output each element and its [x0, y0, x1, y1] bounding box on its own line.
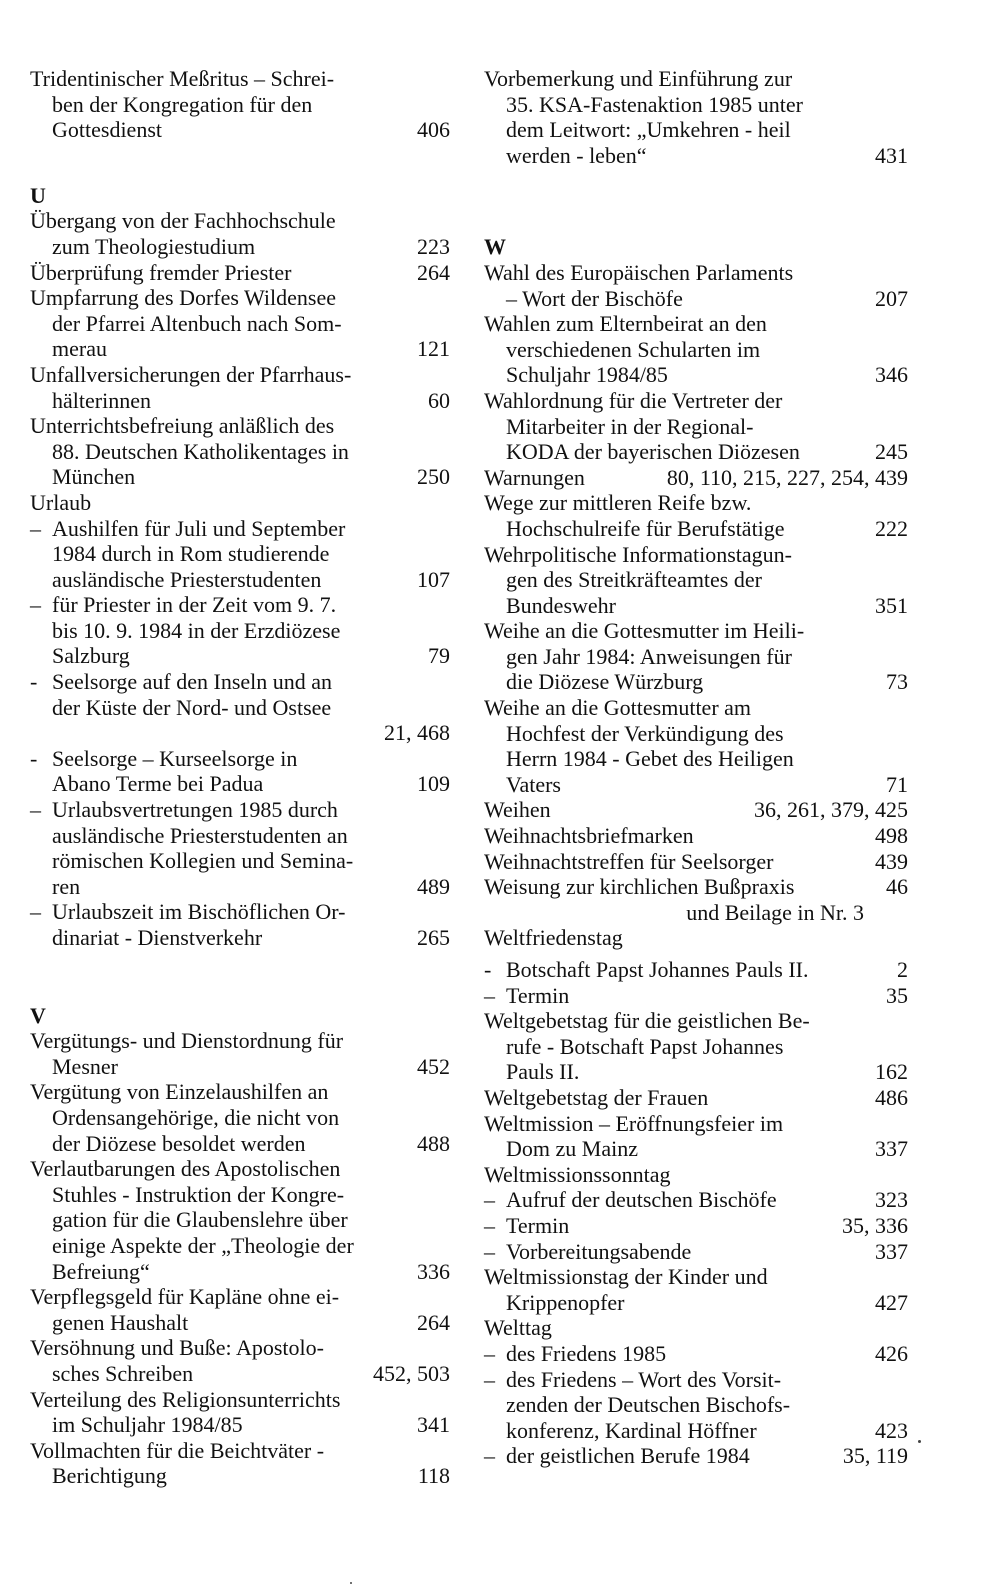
entry-text: Dom zu Mainz	[506, 1136, 638, 1162]
page-number: 73	[886, 669, 908, 695]
entry-text: – Wort der Bischöfe	[506, 285, 683, 311]
entry-text: Weisung zur kirchlichen Bußpraxis	[484, 874, 795, 900]
entry-text: zenden der Deutschen Bischofs-	[506, 1392, 791, 1418]
entry-text: Vergütung von Einzelaushilfen an	[30, 1079, 329, 1105]
page-number: 488	[417, 1130, 450, 1156]
entry-text: des Friedens 1985	[506, 1340, 667, 1366]
entry-text: der Diözese besoldet werden	[52, 1130, 306, 1156]
page-number: 489	[417, 873, 450, 899]
entry-text: dem Leitwort: „Umkehren - heil	[506, 117, 791, 143]
entry-text: bis 10. 9. 1984 in der Erzdiözese	[52, 617, 341, 643]
index-entry	[484, 797, 908, 823]
index-entry	[484, 618, 908, 695]
entry-text: der geistlichen Berufe 1984	[506, 1443, 750, 1469]
dash: –	[30, 592, 41, 618]
entry-text: Wahlordnung für die Vertreter der	[484, 387, 783, 413]
index-subentry	[484, 1367, 908, 1444]
entry-text: Termin	[506, 1212, 570, 1238]
dash: –	[484, 1443, 495, 1469]
index-entry	[30, 362, 450, 413]
index-subentry	[30, 746, 450, 797]
entry-text: sches Schreiben	[52, 1360, 194, 1386]
index-entry	[30, 1028, 450, 1079]
index-entry	[30, 1284, 450, 1335]
index-column-left	[30, 66, 450, 1489]
entry-text: Weihnachtsbriefmarken	[484, 823, 694, 849]
index-entry	[30, 285, 450, 362]
page-number: 2	[897, 957, 908, 982]
entry-text: ausländische Priesterstudenten an	[52, 822, 348, 848]
page-number: 245	[875, 439, 908, 465]
page-number: 60	[428, 387, 450, 413]
index-subentry	[30, 592, 450, 669]
entry-text: ausländische Priesterstudenten	[52, 566, 322, 592]
page-number: 351	[875, 592, 908, 618]
entry-text: Wahlen zum Elternbeirat an den	[484, 311, 767, 337]
entry-heading: Urlaub	[30, 489, 92, 515]
entry-text: Abano Terme bei Padua	[52, 771, 264, 797]
dash: –	[484, 1187, 495, 1213]
entry-text: für Priester in der Zeit vom 9. 7.	[52, 592, 337, 618]
entry-text: Hochfest der Verkündigung des	[506, 720, 784, 746]
entry-text: einige Aspekte der „Theologie der	[52, 1232, 354, 1258]
dash: –	[30, 899, 41, 925]
index-entry	[484, 260, 908, 311]
page-number: 426	[875, 1340, 908, 1366]
entry-text: hälterinnen	[52, 387, 151, 413]
dash: -	[30, 745, 38, 771]
page-number: 109	[417, 771, 450, 797]
page-number: 423	[875, 1417, 908, 1443]
page-number: 486	[875, 1084, 908, 1110]
entry-text: gation für die Glaubenslehre über	[52, 1207, 348, 1233]
entry-text: Gottesdienst	[52, 117, 162, 143]
entry-text: Bundeswehr	[506, 592, 616, 618]
entry-text: Urlaubsvertretungen 1985 durch	[52, 797, 338, 823]
index-entry	[30, 260, 450, 286]
entry-text: Herrn 1984 - Gebet des Heiligen	[506, 746, 794, 772]
entry-text: Mitarbeiter in der Regional-	[506, 413, 754, 439]
entry-heading: Welttag	[484, 1315, 552, 1341]
entry-text: verschiedenen Schularten im	[506, 336, 761, 362]
index-subentry	[484, 983, 908, 1009]
page-number: 337	[875, 1238, 908, 1264]
speck-mark	[918, 1440, 921, 1443]
index-subentry	[30, 899, 450, 950]
page-number: 79	[428, 643, 450, 669]
index-entry	[484, 542, 908, 619]
index-entry	[484, 1111, 908, 1162]
dash: –	[30, 515, 41, 541]
entry-text: Wahl des Europäischen Parlaments	[484, 259, 794, 285]
entry-text: Tridentinischer Meßritus – Schrei-	[30, 66, 335, 91]
entry-text: Vollmachten für die Beichtväter -	[30, 1437, 325, 1463]
index-entry	[30, 208, 450, 259]
page-number: 222	[875, 515, 908, 541]
index-entry	[484, 66, 908, 168]
index-entry	[484, 465, 908, 491]
entry-text: ben der Kongregation für den	[52, 91, 313, 117]
page-number: 107	[417, 566, 450, 592]
entry-text: Salzburg	[52, 643, 130, 669]
entry-text: Aufruf der deutschen Bischöfe	[506, 1187, 777, 1213]
index-subentry	[484, 957, 908, 983]
entry-text: Seelsorge – Kurseelsorge in	[52, 745, 298, 771]
entry-text: Mesner	[52, 1053, 118, 1079]
index-entry	[484, 1264, 908, 1315]
index-entry	[484, 1085, 908, 1111]
page-number: 406	[417, 117, 450, 143]
dash: –	[484, 982, 495, 1008]
page-number: 498	[875, 823, 908, 849]
entry-text: Vaters	[506, 771, 561, 797]
entry-text: Weihen	[484, 797, 551, 823]
page-number: 35, 336	[842, 1212, 908, 1238]
speck-mark	[350, 1582, 352, 1584]
entry-text: der Küste der Nord- und Ostsee	[52, 694, 332, 720]
index-entry	[30, 1079, 450, 1156]
index-subentry	[484, 1239, 908, 1265]
page-number: 346	[875, 362, 908, 388]
page-number: 337	[875, 1136, 908, 1162]
index-entry	[30, 1387, 450, 1438]
entry-text: Weltmission – Eröffnungsfeier im	[484, 1110, 784, 1136]
dash: –	[484, 1366, 495, 1392]
entry-text: Berichtigung	[52, 1463, 167, 1489]
index-subentry	[30, 669, 450, 746]
page-number: 46	[886, 874, 908, 900]
entry-text: Vergütungs- und Dienstordnung für	[30, 1028, 344, 1054]
index-subentry	[30, 516, 450, 593]
entry-text: Weltmissionstag der Kinder und	[484, 1264, 768, 1290]
index-entry	[30, 413, 450, 490]
page-number: 341	[417, 1412, 450, 1438]
entry-text: Umpfarrung des Dorfes Wildensee	[30, 285, 337, 311]
entry-text: Befreiung“	[52, 1258, 150, 1284]
entry-text: konferenz, Kardinal Höffner	[506, 1417, 757, 1443]
dash: –	[484, 1238, 495, 1264]
entry-text: Hochschulreife für Berufstätige	[506, 515, 785, 541]
entry-heading: Weltfriedenstag	[484, 925, 623, 951]
entry-text: rufe - Botschaft Papst Johannes	[506, 1033, 784, 1059]
entry-text: Krippenopfer	[506, 1289, 625, 1315]
dash: –	[484, 1212, 495, 1238]
page-number: 427	[875, 1289, 908, 1315]
entry-text: im Schuljahr 1984/85	[52, 1412, 243, 1438]
entry-text: Seelsorge auf den Inseln und an	[52, 669, 333, 695]
dash: -	[30, 669, 38, 695]
entry-text: die Diözese Würzburg	[506, 669, 704, 695]
entry-text: werden - leben“	[506, 142, 647, 168]
entry-text: Weltgebetstag der Frauen	[484, 1084, 709, 1110]
entry-text: und Beilage in Nr. 3	[686, 899, 864, 925]
page-number: 71	[886, 771, 908, 797]
page-number: 431	[875, 142, 908, 168]
page-number: 323	[875, 1187, 908, 1213]
index-entry	[484, 823, 908, 849]
page-number: 264	[417, 1309, 450, 1335]
entry-text: Weltgebetstag für die geistlichen Be-	[484, 1008, 810, 1034]
entry-text: Botschaft Papst Johannes Pauls II.	[506, 957, 809, 982]
entry-text: Überprüfung fremder Priester	[30, 259, 292, 285]
entry-text: KODA der bayerischen Diözesen	[506, 439, 800, 465]
section-letter-w: W	[484, 234, 506, 260]
entry-text: 1984 durch in Rom studierende	[52, 541, 330, 567]
entry-text: Weihnachtstreffen für Seelsorger	[484, 848, 774, 874]
dash: –	[484, 1340, 495, 1366]
page-number: 35, 119	[842, 1443, 908, 1469]
index-subentry	[484, 1213, 908, 1239]
index-entry	[30, 1335, 450, 1386]
page-number: 265	[417, 925, 450, 950]
index-entry	[484, 388, 908, 465]
page-number: 452, 503	[373, 1360, 450, 1386]
page-number: 207	[875, 285, 908, 311]
index-subentry	[484, 1187, 908, 1213]
index-entry	[30, 1156, 450, 1284]
entry-text: Verlautbarungen des Apostolischen	[30, 1156, 341, 1182]
page-number: 336	[417, 1258, 450, 1284]
entry-text: Aushilfen für Juli und September	[52, 515, 346, 541]
entry-text: 88. Deutschen Katholikentages in	[52, 438, 349, 464]
section-letter-v: V	[30, 1002, 46, 1028]
page-number: 452	[417, 1053, 450, 1079]
entry-text: München	[52, 464, 136, 490]
entry-text: Vorbemerkung und Einführung zur	[484, 66, 793, 91]
index-column-right	[484, 66, 908, 1469]
page-number: 264	[417, 259, 450, 285]
entry-text: merau	[52, 336, 107, 362]
entry-text: Unfallversicherungen der Pfarrhaus-	[30, 361, 352, 387]
entry-text: ren	[52, 873, 81, 899]
page-number: 118	[417, 1463, 450, 1489]
entry-text: Übergang von der Fachhochschule	[30, 208, 336, 234]
entry-text: Urlaubszeit im Bischöflichen Or-	[52, 899, 346, 925]
entry-text: Pauls II.	[506, 1059, 580, 1085]
entry-text: Verpflegsgeld für Kapläne ohne ei-	[30, 1284, 340, 1310]
index-entry	[30, 1438, 450, 1489]
entry-text: 35. KSA-Fastenaktion 1985 unter	[506, 91, 803, 117]
page-number: 35	[886, 982, 908, 1008]
entry-text: dinariat - Dienstverkehr	[52, 925, 263, 950]
index-entry	[484, 490, 908, 541]
index-entry	[484, 1008, 908, 1085]
entry-text: Termin	[506, 982, 570, 1008]
index-entry	[30, 66, 450, 143]
page-number: 21, 468	[384, 720, 450, 746]
dash: -	[484, 957, 492, 982]
page-number: 223	[417, 233, 450, 259]
index-entry	[484, 874, 908, 925]
index-entry	[484, 849, 908, 875]
dash: –	[30, 797, 41, 823]
index-subentry	[484, 1341, 908, 1367]
entry-text: zum Theologiestudium	[52, 233, 256, 259]
index-entry	[484, 695, 908, 797]
entry-heading: Weltmissionssonntag	[484, 1161, 671, 1187]
entry-text: gen Jahr 1984: Anweisungen für	[506, 643, 792, 669]
page-number: 250	[417, 464, 450, 490]
entry-text: Weihe an die Gottesmutter am	[484, 695, 752, 721]
entry-text: Verteilung des Religionsunterrichts	[30, 1386, 341, 1412]
entry-text: Stuhles - Instruktion der Kongre-	[52, 1181, 345, 1207]
index-subentry	[484, 1443, 908, 1469]
index-entry	[484, 311, 908, 388]
entry-text: Wege zur mittleren Reife bzw.	[484, 490, 752, 516]
entry-text: Schuljahr 1984/85	[506, 362, 668, 388]
entry-text: des Friedens – Wort des Vorsit-	[506, 1366, 782, 1392]
entry-text: gen des Streitkräfteamtes der	[506, 567, 762, 593]
entry-text: Weihe an die Gottesmutter im Heili-	[484, 618, 805, 644]
index-subentry	[30, 797, 450, 899]
entry-text: Vorbereitungsabende	[506, 1238, 692, 1264]
page-number: 121	[417, 336, 450, 362]
section-letter-u: U	[30, 182, 46, 208]
entry-text: Ordensangehörige, die nicht von	[52, 1104, 340, 1130]
page-number: 80, 110, 215, 227, 254, 439	[666, 464, 908, 490]
entry-text: genen Haushalt	[52, 1309, 189, 1335]
page-number: 439	[875, 848, 908, 874]
entry-text: der Pfarrei Altenbuch nach Som-	[52, 310, 342, 336]
entry-text: Wehrpolitische Informationstagun-	[484, 541, 792, 567]
entry-text: Unterrichtsbefreiung anläßlich des	[30, 413, 335, 439]
entry-text: Warnungen	[484, 464, 585, 490]
entry-text: Versöhnung und Buße: Apostolo-	[30, 1335, 324, 1361]
page-number: 36, 261, 379, 425	[754, 797, 908, 823]
page-number: 162	[875, 1059, 908, 1085]
entry-text: römischen Kollegien und Semina-	[52, 848, 354, 874]
